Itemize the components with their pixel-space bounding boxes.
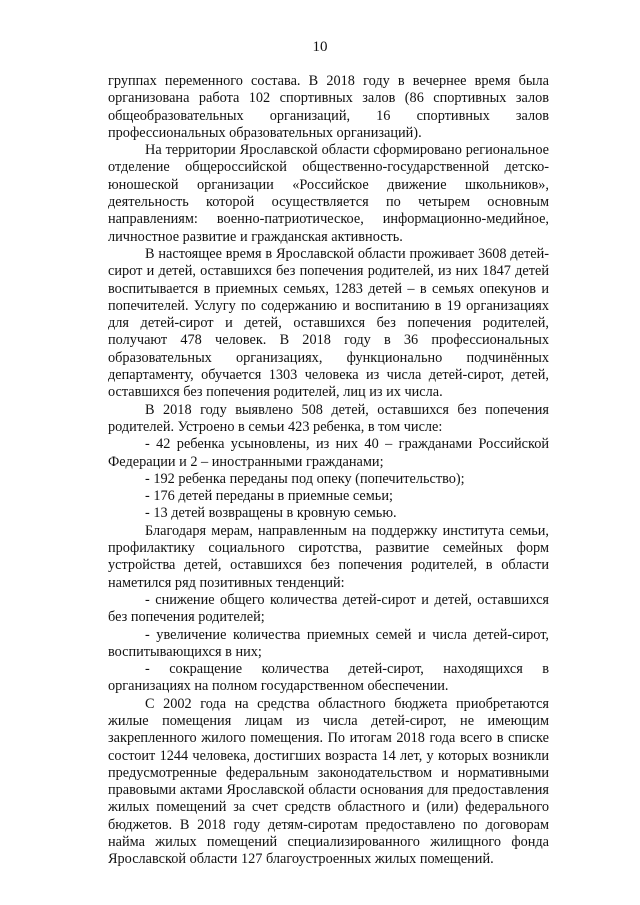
paragraph-11: - увеличение количества приемных семей и числа детей-сирот, воспитывающихся в них; <box>108 626 549 660</box>
paragraph-8: - 13 детей возвращены в кровную семью. <box>145 505 397 522</box>
page-number: 10 <box>312 39 328 55</box>
paragraph-2: На территории Ярославской области сформировано региональное отделение общероссийской общественно-государственной детско-юношеской организации «Российское движение школьников», деятельность которой осуществляется по четырем основным направлениям: военно-патриотическое, информационно-медийное, личностное развитие и гражданская активность. <box>108 142 549 245</box>
paragraph-3: В настоящее время в Ярославской области проживает 3608 детей-сирот и детей, оставшихся без попечения родителей, из них 1847 детей воспитывается в приемных семьях, 1283 детей – в семьях опекунов и попечителей. Услугу по содержанию и воспитанию в 19 организациях для детей-сирот и детей, оставшихся без попечения родителей, получают 478 человек. В 2018 году в 36 профессиональных образовательных организациях, функционально подчинённых департаменту, обучается 1303 человека из числа детей-сирот, детей, оставшихся без попечения родителей, лиц из их числа. <box>108 245 549 401</box>
paragraph-5: - 42 ребенка усыновлены, из них 40 – гражданами Российской Федерации и 2 – иностранными гражданами; <box>108 436 549 470</box>
paragraph-9: Благодаря мерам, направленным на поддержку института семьи, профилактику социального сиротства, развитие семейных форм устройства детей, оставшихся без попечения родителей, в области наметился ряд позитивных тенденций: <box>108 522 549 591</box>
paragraph-13: С 2002 года на средства областного бюджета приобретаются жилые помещения лицам из числа детей-сирот, не имеющим закрепленного жилого помещения. По итогам 2018 года всего в списке состоит 1244 человека, достигших возраста 14 лет, у которых возникли предусмотренные федеральным законодательством и нормативными правовыми актами Ярославской области основания для предоставления жилых помещений за счет средств областного и (или) федерального бюджетов. В 2018 году детям-сиротам предоставлено по договорам найма жилых помещений специализированного жилищного фонда Ярославской области 127 благоустроенных жилых помещений. <box>108 695 549 868</box>
paragraph-6: - 192 ребенка переданы под опеку (попечительство); <box>145 470 465 487</box>
paragraph-4: В 2018 году выявлено 508 детей, оставшихся без попечения родителей. Устроено в семьи 423 ребенка, в том числе: <box>108 401 549 435</box>
paragraph-1: группах переменного состава. В 2018 году в вечернее время была организована работа 102 спортивных залов (86 спортивных залов общеобразовательных организаций, 16 спортивных залов профессиональных образовательных организаций). <box>108 73 549 141</box>
paragraph-7: - 176 детей переданы в приемные семьи; <box>145 488 393 505</box>
paragraph-12: - сокращение количества детей-сирот, находящихся в организациях на полном государственном обеспечении. <box>108 661 549 695</box>
paragraph-10: - снижение общего количества детей-сирот и детей, оставшихся без попечения родителей; <box>108 591 549 626</box>
document-body <box>108 73 549 869</box>
